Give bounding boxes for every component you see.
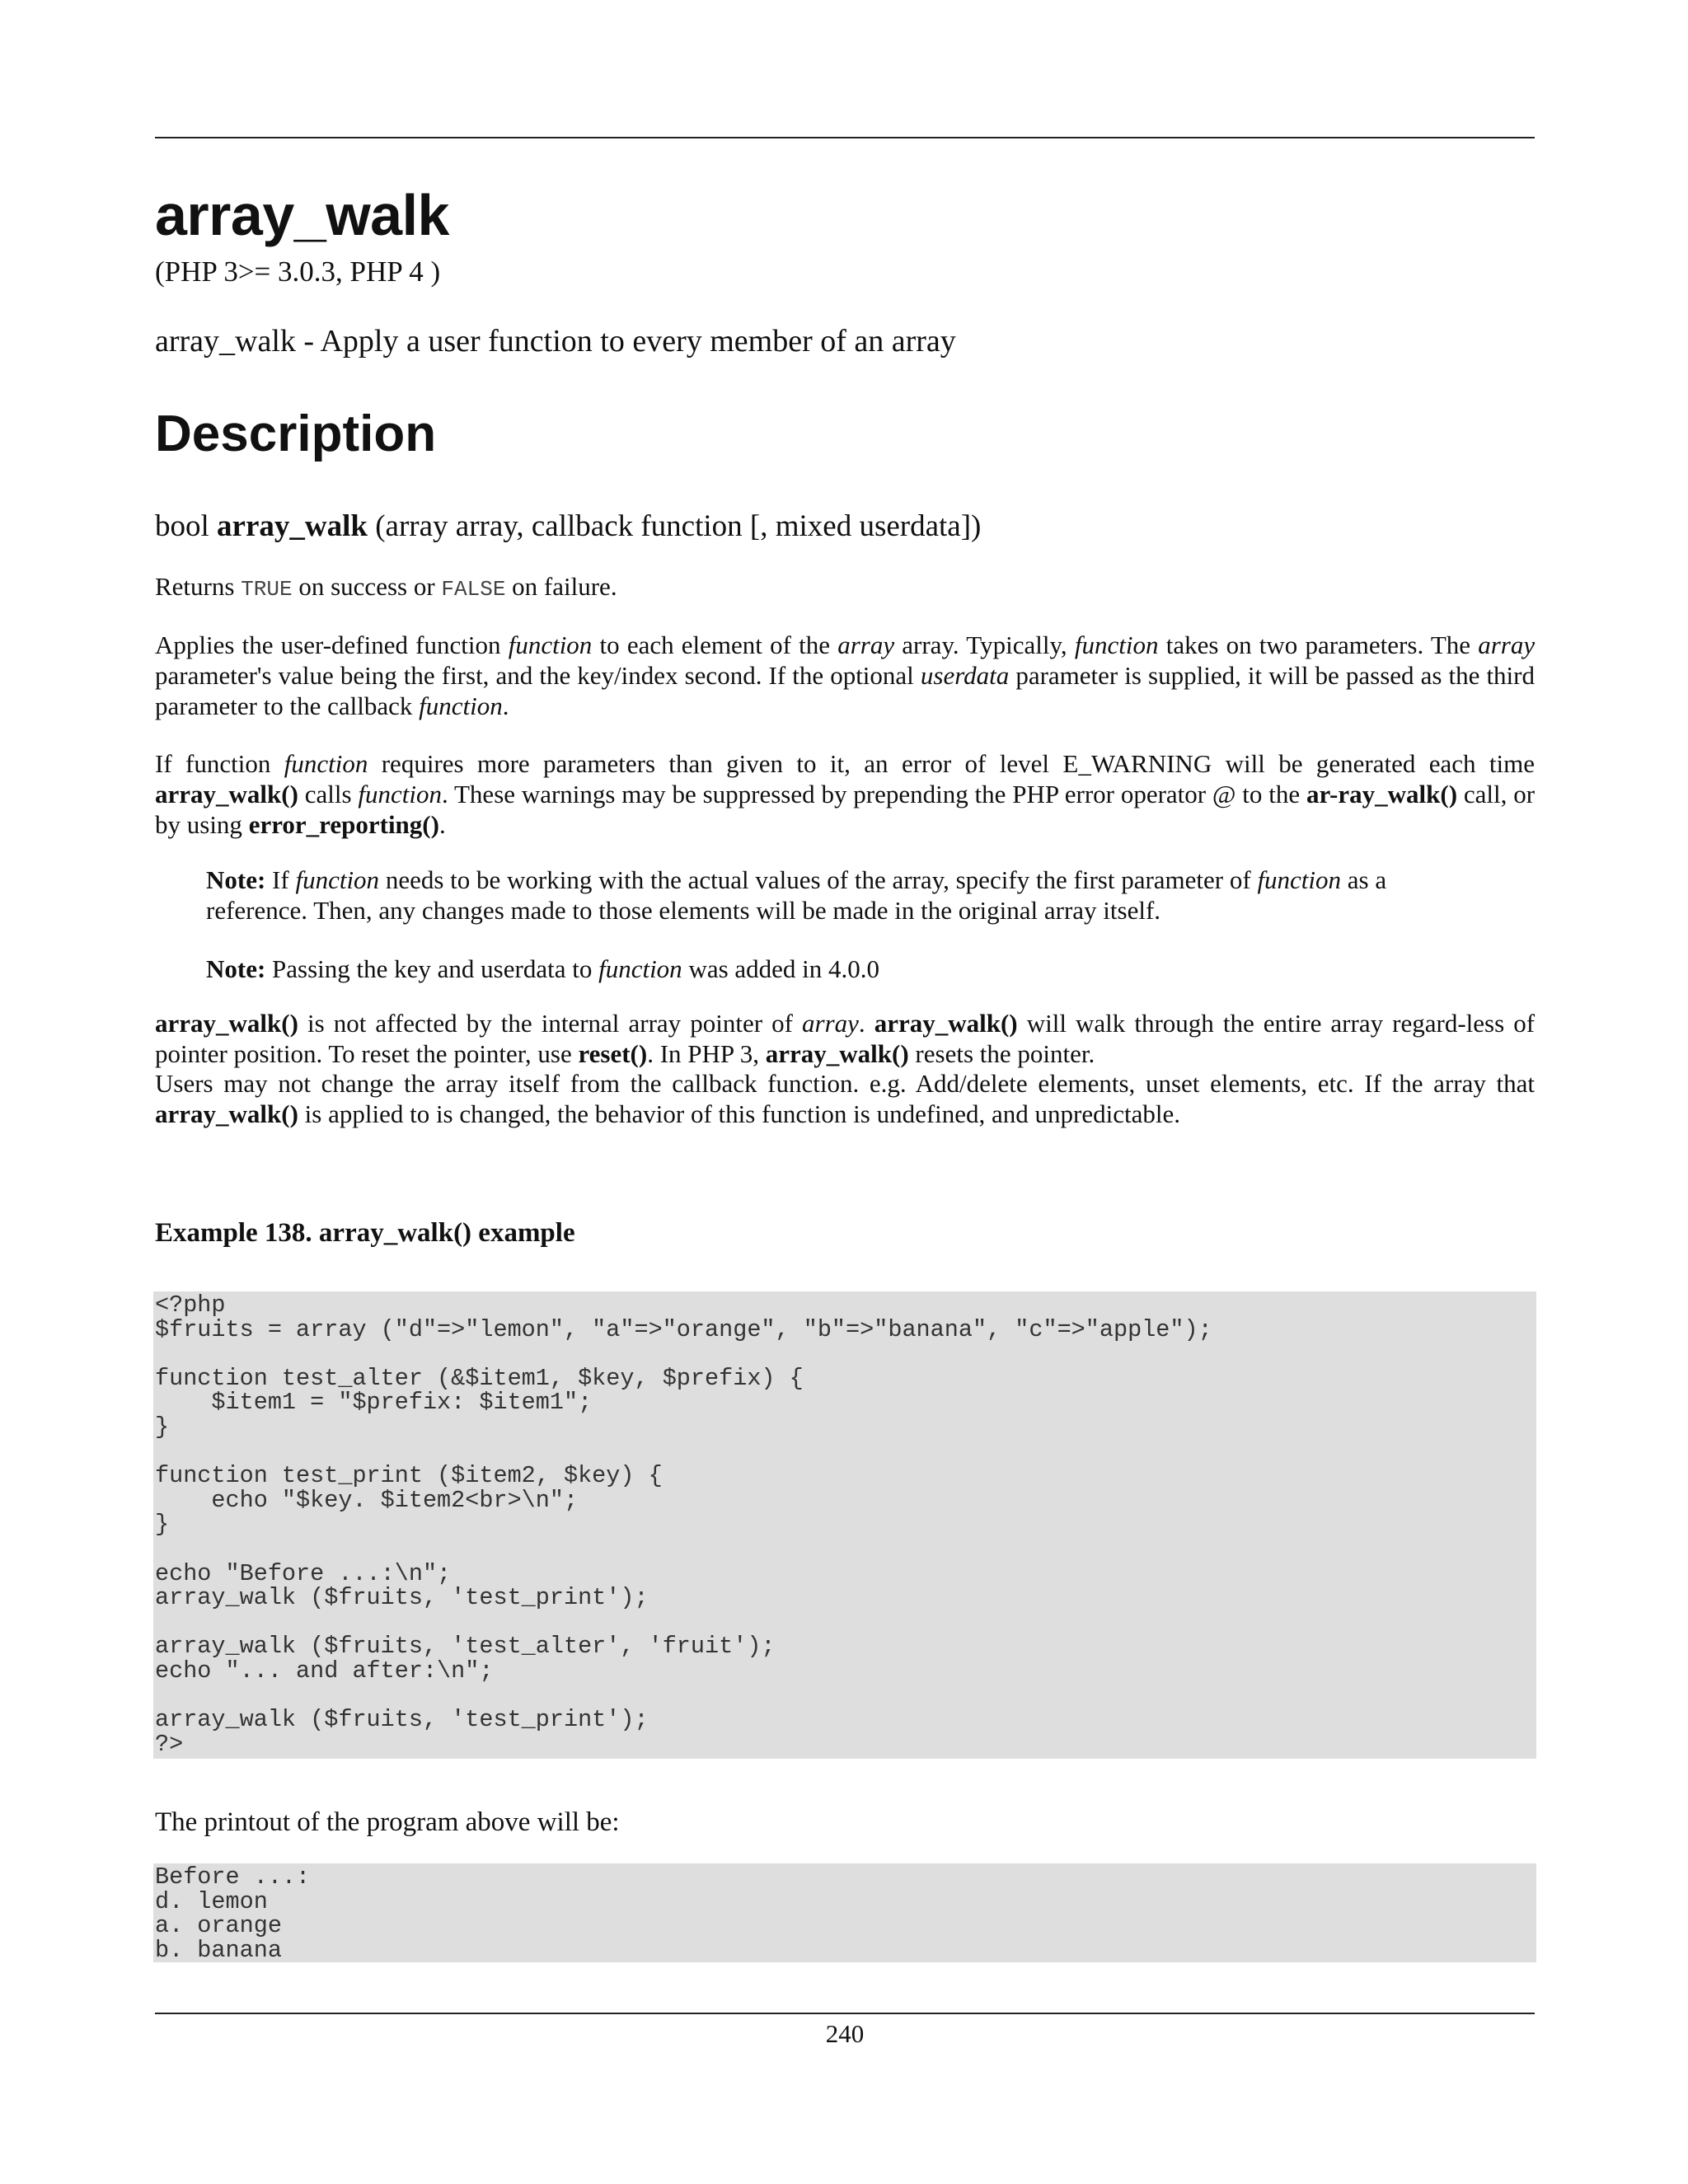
footer-rule — [155, 2013, 1535, 2014]
text: resets the pointer. — [915, 1039, 1095, 1068]
param-ref: function — [358, 780, 442, 808]
text: parameter's value being the first, and the key/index second. If the optional — [155, 661, 914, 690]
text: . — [502, 691, 509, 720]
function-params: (array array, callback function [, mixed userdata]) — [375, 509, 982, 543]
text: Users may not change the array itself from the callback function. e.g. Add/delete elements, unset elements, etc. If the array that — [155, 1069, 1535, 1098]
text: will walk through the entire array regard-less of pointer position. To reset the pointer, use — [155, 1009, 1536, 1068]
text: If function — [155, 749, 271, 778]
text: array. Typically, — [902, 630, 1067, 659]
description-paragraph-4 — [155, 1068, 1535, 1129]
text: . In PHP 3, — [647, 1039, 760, 1068]
section-heading-description: Description — [155, 405, 437, 462]
note-label: Note: — [206, 865, 266, 894]
param-ref: function — [508, 630, 593, 659]
function-ref: ar-ray_walk() — [1306, 780, 1458, 808]
text: Applies the user-defined function — [155, 630, 501, 659]
text: is applied to is changed, the behavior of this function is undefined, and unpredictable. — [304, 1099, 1180, 1128]
text: requires more parameters than given to it, an error of level E_WARNING will be generated each time — [381, 749, 1535, 778]
text: is not affected by the internal array pointer of — [307, 1009, 793, 1038]
example-title: Example 138. array_walk() example — [155, 1218, 575, 1248]
text: on failure. — [512, 572, 617, 601]
page-title: array_walk — [155, 183, 449, 247]
text: on success or — [298, 572, 435, 601]
version-info: (PHP 3>= 3.0.3, PHP 4 ) — [155, 255, 441, 288]
function-ref: array_walk() — [765, 1039, 909, 1068]
return-type: bool — [155, 509, 209, 543]
param-ref: function — [598, 954, 682, 983]
text: . — [438, 810, 446, 839]
text: needs to be working with the actual values of the array, specify the first parameter of — [385, 865, 1251, 894]
text: calls — [304, 780, 352, 808]
param-ref: array — [837, 630, 895, 659]
refname-purpose: array_walk - Apply a user function to every member of an array — [155, 324, 956, 359]
text: call, or by using — [155, 780, 1536, 839]
function-ref: array_walk() — [155, 1009, 298, 1038]
function-ref: array_walk() — [155, 780, 298, 808]
header-rule — [155, 137, 1535, 138]
output-code-block: Before ...: d. lemon a. orange b. banana — [153, 1863, 1536, 1962]
text: Returns — [155, 572, 235, 601]
description-paragraph-3 — [155, 1008, 1535, 1069]
function-ref: array_walk() — [874, 1009, 1018, 1038]
text: . These warnings may be suppressed by prepending the PHP error operator @ to the — [441, 780, 1301, 808]
false-constant: FALSE — [441, 577, 506, 602]
printout-label: The printout of the program above will be: — [155, 1807, 620, 1837]
function-ref: reset() — [578, 1039, 648, 1068]
function-ref: error_reporting() — [248, 810, 439, 839]
param-ref: function — [295, 865, 380, 894]
param-ref: array — [1478, 630, 1536, 659]
text: takes on two parameters. The — [1165, 630, 1471, 659]
text: to each element of the — [599, 630, 830, 659]
param-ref: userdata — [920, 661, 1010, 690]
text: If — [272, 865, 289, 894]
text: Passing the key and userdata to — [272, 954, 593, 983]
example-code-block: <?php $fruits = array ("d"=>"lemon", "a"=>"orange", "b"=>"banana", "c"=>"apple"); function test_alter (&$item1, $key, $prefix) { $item1 = "$prefix: $item1"; } function test_print ($item2, $key) { echo "$key. $item2<br>\n"; } echo "Before ...:\n"; array_walk ($fruits, 'test_print'); array_walk ($fruits, 'test_alter', 'fruit'); echo "... and after:\n"; array_walk ($fruits, 'test_print'); ?> — [153, 1291, 1536, 1759]
true-constant: TRUE — [241, 577, 293, 602]
page-number: 240 — [825, 2019, 865, 2048]
description-paragraph-1 — [155, 630, 1535, 721]
function-ref: array_walk() — [155, 1099, 298, 1128]
description-paragraph-2 — [155, 748, 1535, 840]
text: was added in 4.0.0 — [688, 954, 880, 983]
param-ref: array — [802, 1009, 859, 1038]
param-ref: function — [1074, 630, 1159, 659]
returns-paragraph — [155, 571, 1535, 605]
text: . — [858, 1009, 865, 1038]
text: as a reference. Then, any changes made to those elements will be made in the original array itself. — [206, 865, 1387, 925]
function-synopsis — [155, 509, 981, 544]
note-reference — [206, 865, 1492, 926]
function-name: array_walk — [217, 509, 368, 543]
text: parameter is supplied, it will be passed as the third parameter to the callback — [155, 661, 1535, 720]
param-ref: function — [284, 749, 368, 778]
note-version — [206, 954, 1492, 984]
note-label: Note: — [206, 954, 266, 983]
param-ref: function — [419, 691, 503, 720]
param-ref: function — [1257, 865, 1342, 894]
